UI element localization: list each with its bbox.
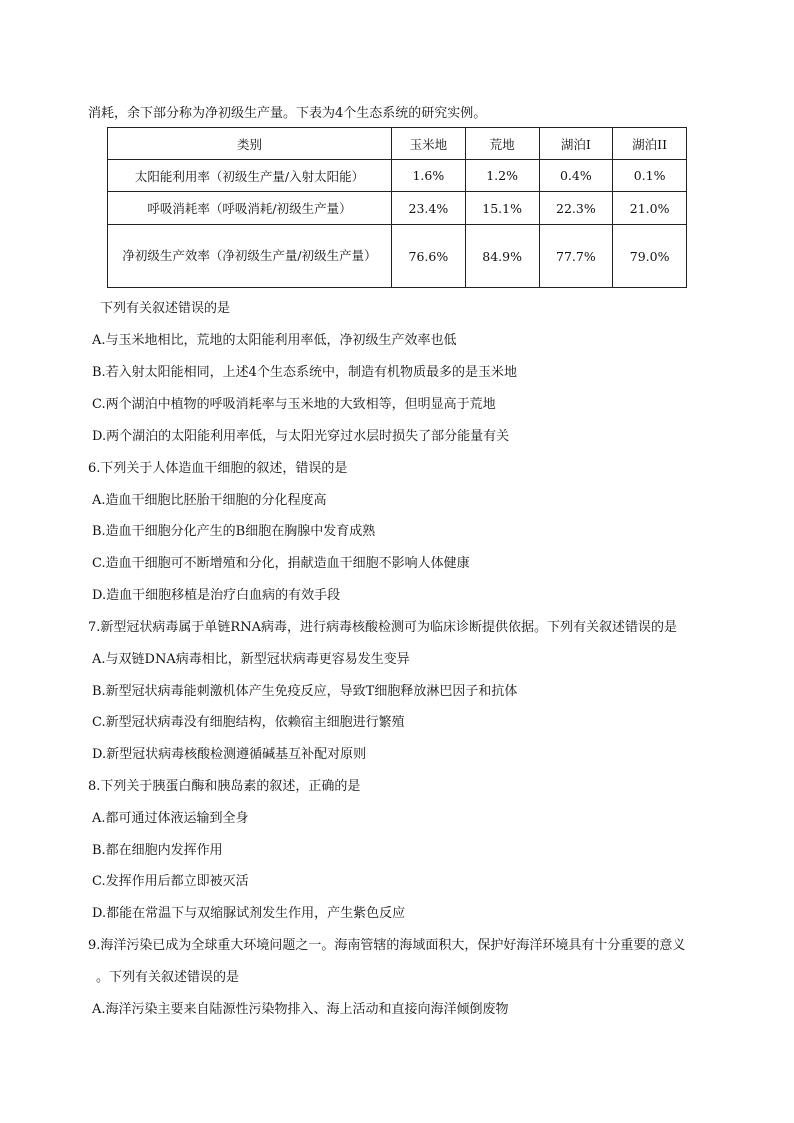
table-cell: 0.1% [613, 160, 687, 192]
option-a: A.与玉米地相比，荒地的太阳能利用率低，净初级生产效率也低 [92, 333, 457, 348]
table-header-cell: 湖泊I [539, 128, 613, 160]
table-cell: 1.2% [465, 160, 539, 192]
option-d: D.新型冠状病毒核酸检测遵循碱基互补配对原则 [92, 747, 367, 762]
option-a: A.都可通过体液运输到全身 [92, 811, 249, 826]
table-row-label: 净初级生产效率（净初级生产量/初级生产量） [108, 225, 392, 288]
table-header-cell: 荒地 [465, 128, 539, 160]
table-cell: 22.3% [539, 192, 613, 225]
question-stem: 下列有关叙述错误的是 [100, 301, 231, 316]
table-row [108, 192, 687, 225]
option-a: A.与双链DNA病毒相比，新型冠状病毒更容易发生变异 [92, 652, 410, 667]
question-9-stem: 9.海洋污染已成为全球重大环境问题之一。海南管辖的海域面积大，保护好海洋环境具有十分重要的意义 [88, 938, 686, 953]
option-d: D.两个湖泊的太阳能利用率低，与太阳光穿过水层时损失了部分能量有关 [92, 429, 510, 444]
table-cell: 15.1% [465, 192, 539, 225]
table-cell: 0.4% [539, 160, 613, 192]
option-a: A.海洋污染主要来自陆源性污染物排入、海上活动和直接向海洋倾倒废物 [92, 1002, 509, 1017]
table-header-cell: 类别 [108, 128, 392, 160]
table-cell: 1.6% [392, 160, 466, 192]
intro-text: 消耗，余下部分称为净初级生产量。下表为4个生态系统的研究实例。 [88, 106, 487, 121]
option-d: D.都能在常温下与双缩脲试剂发生作用，产生紫色反应 [92, 906, 406, 921]
table-row-label: 太阳能利用率（初级生产量/入射太阳能） [108, 160, 392, 192]
table-row [108, 225, 687, 288]
option-b: B.若入射太阳能相同，上述4个生态系统中，制造有机物质最多的是玉米地 [92, 365, 517, 380]
table-cell: 23.4% [392, 192, 466, 225]
table-cell: 84.9% [465, 225, 539, 288]
option-b: B.都在细胞内发挥作用 [92, 843, 223, 858]
table-row [108, 160, 687, 192]
option-c: C.两个湖泊中植物的呼吸消耗率与玉米地的大致相等，但明显高于荒地 [92, 397, 496, 412]
table-cell: 79.0% [613, 225, 687, 288]
table-row-label: 呼吸消耗率（呼吸消耗/初级生产量） [108, 192, 392, 225]
ecosystem-table [107, 127, 687, 288]
table-header-row [108, 128, 687, 160]
option-d: D.造血干细胞移植是治疗白血病的有效手段 [92, 588, 341, 603]
table-cell: 21.0% [613, 192, 687, 225]
question-7-stem: 7.新型冠状病毒属于单链RNA病毒，进行病毒核酸检测可为临床诊断提供依据。下列有关叙述错误的是 [88, 620, 677, 635]
option-b: B.造血干细胞分化产生的B细胞在胸腺中发育成熟 [92, 524, 376, 539]
question-9-stem-continued: 。下列有关叙述错误的是 [96, 970, 240, 985]
question-6-stem: 6.下列关于人体造血干细胞的叙述，错误的是 [88, 461, 348, 476]
table-header-cell: 玉米地 [392, 128, 466, 160]
option-a: A.造血干细胞比胚胎干细胞的分化程度高 [92, 493, 327, 508]
table-header-cell: 湖泊II [613, 128, 687, 160]
table-cell: 76.6% [392, 225, 466, 288]
option-b: B.新型冠状病毒能刺激机体产生免疫反应，导致T细胞释放淋巴因子和抗体 [92, 684, 518, 699]
option-c: C.新型冠状病毒没有细胞结构，依赖宿主细胞进行繁殖 [92, 715, 405, 730]
question-8-stem: 8.下列关于胰蛋白酶和胰岛素的叙述，正确的是 [88, 779, 361, 794]
option-c: C.发挥作用后都立即被灭活 [92, 874, 249, 889]
option-c: C.造血干细胞可不断增殖和分化，捐献造血干细胞不影响人体健康 [92, 556, 470, 571]
table-cell: 77.7% [539, 225, 613, 288]
